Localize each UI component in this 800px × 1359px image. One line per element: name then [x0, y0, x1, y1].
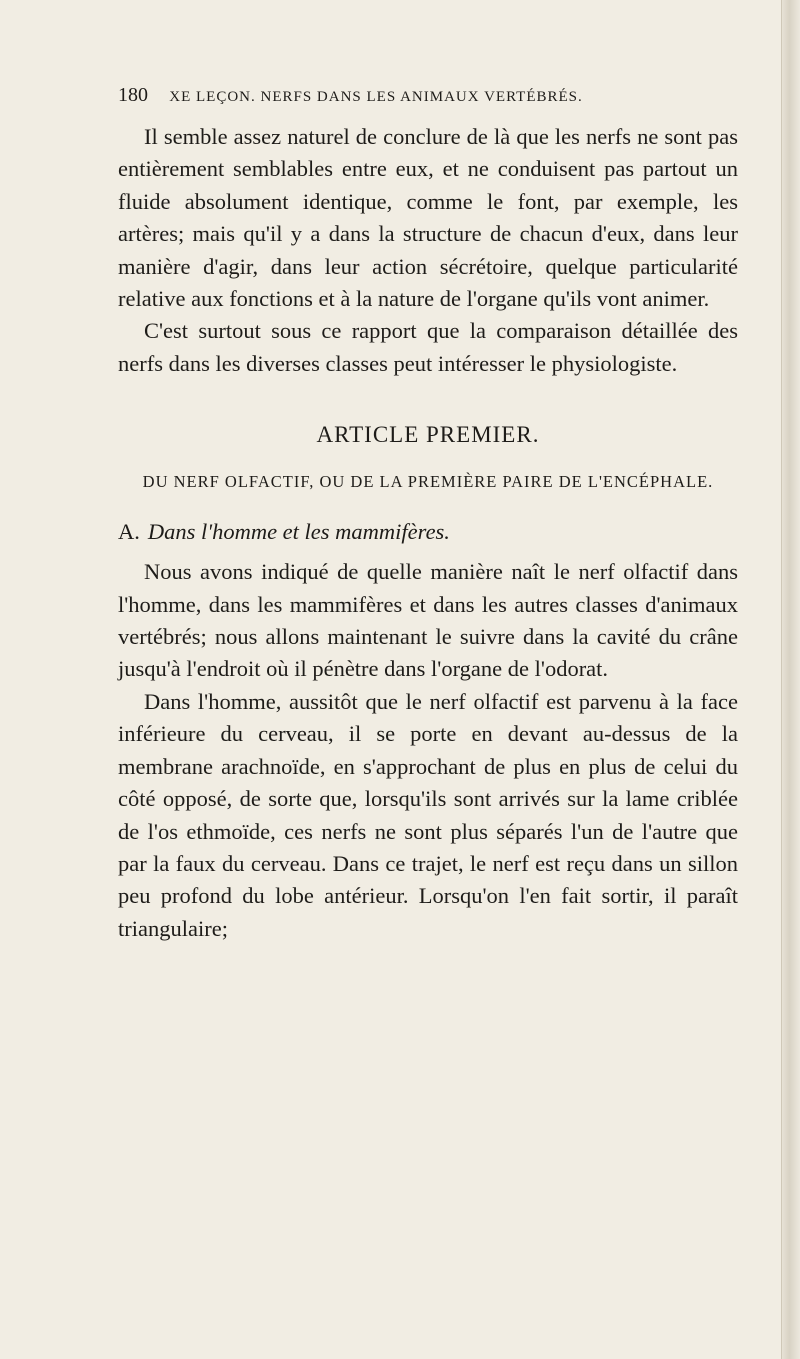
section-label: A. — [118, 519, 140, 545]
article-subtitle: DU NERF OLFACTIF, OU DE LA PREMIÈRE PAIRE DE L'ENCÉPHALE. — [142, 472, 714, 492]
article-title: ARTICLE PREMIER. — [316, 422, 540, 448]
paragraph-3: Nous avons indiqué de quelle manière naît le nerf olfactif dans l'homme, dans les mammifères et dans les autres classes d'animaux vertébrés; nous allons maintenant le suivre dans la cavité du crâne jusqu'à l'endroit où il pénètre dans l'organe de l'odorat. — [118, 559, 738, 682]
page-edge — [781, 0, 800, 1359]
paragraph-1: Il semble assez naturel de conclure de là que les nerfs ne sont pas entièrement semblables entre eux, et ne conduisent pas partout un fluide absolument identique, comme le font, par exemple, les artères; mais qu'il y a dans la structure de chacun d'eux, dans leur manière d'agir, dans leur action sécrétoire, quelque particularité relative aux fonctions et à la nature de l'organe qu'ils vont animer. — [118, 124, 738, 312]
paragraph-2: C'est surtout sous ce rapport que la comparaison détaillée des nerfs dans les diverses classes peut intéresser le physiologiste. — [118, 318, 738, 376]
paragraph-4: Dans l'homme, aussitôt que le nerf olfactif est parvenu à la face inférieure du cerveau, il se porte en devant au-dessus de la membrane arachnoïde, en s'approchant de plus en plus de celui du côté opposé, de sorte que, lorsqu'ils sont arrivés sur la lame criblée de l'os ethmoïde, ces nerfs ne sont plus séparés l'un de l'autre que par la faux du cerveau. Dans ce trajet, le nerf est reçu dans un sillon peu profond du lobe antérieur. Lorsqu'on l'en fait sortir, il paraît triangulaire; — [118, 688, 738, 941]
section-title: Dans l'homme et les mammifères. — [147, 519, 450, 545]
running-header — [118, 84, 738, 107]
running-title: XE LEÇON. NERFS DANS LES ANIMAUX VERTÉBRÉS. — [169, 89, 583, 105]
section-heading — [118, 516, 738, 548]
page-number: 180 — [118, 84, 148, 106]
page-content — [118, 84, 738, 945]
